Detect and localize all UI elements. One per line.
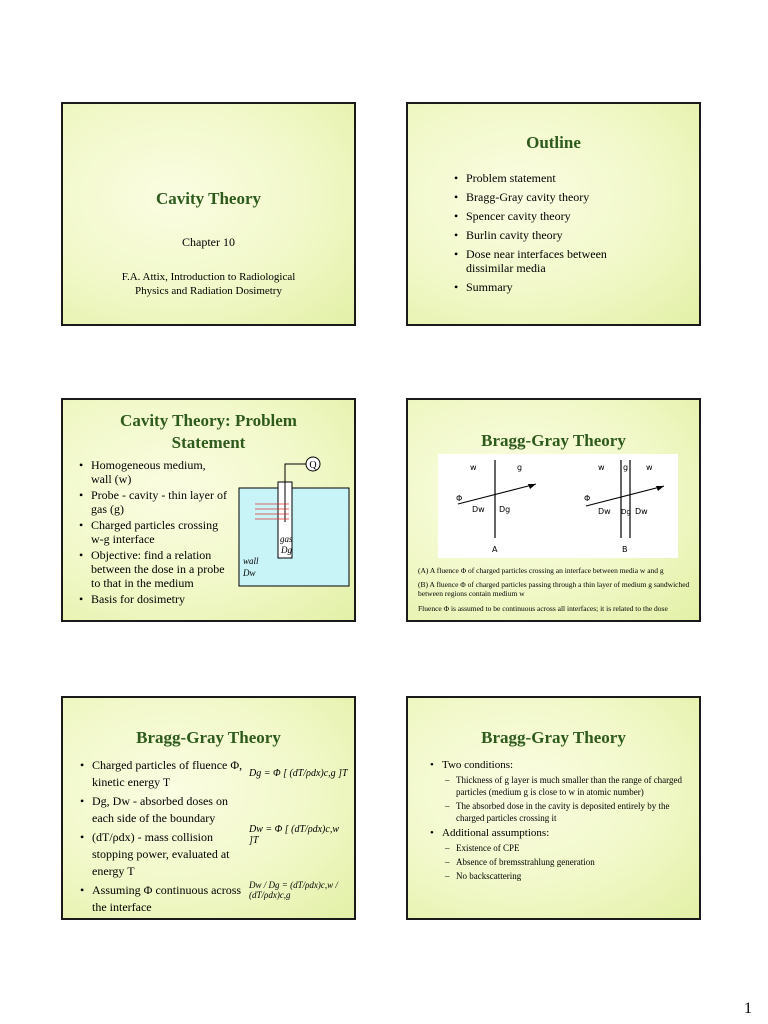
b-phi-label: Φ <box>584 494 591 503</box>
chapter-label: Chapter 10 <box>182 235 235 249</box>
dg-label: Dg <box>281 545 292 555</box>
a-g-label: g <box>517 463 523 472</box>
conditions-heading: Two conditions: <box>442 759 514 771</box>
gas-label: gas <box>280 534 293 544</box>
list-item: • Dose near interfaces between dissimilar media <box>454 247 644 275</box>
formula-dw: Dw = Φ [ (dT/ρdx)c,w ]T <box>249 824 339 846</box>
b-dg-label: Dg <box>621 508 631 516</box>
conditions-list <box>430 759 685 885</box>
slide-4 <box>406 398 701 622</box>
list-item: • Bragg-Gray cavity theory <box>454 190 644 204</box>
b-w1-label: w <box>598 463 605 472</box>
slide-title: Bragg-Gray Theory <box>136 728 281 747</box>
slide-title: Outline <box>526 133 581 152</box>
reference-line-2: Physics and Radiation Dosimetry <box>135 285 282 297</box>
conditions-sublist <box>442 774 685 824</box>
slide-3 <box>61 398 356 622</box>
list-item: • Problem statement <box>454 171 644 185</box>
b-w2-label: w <box>646 463 653 472</box>
list-item: • Objective: find a relation between the dose in a probe to that in the medium <box>79 548 229 590</box>
b-label: B <box>622 545 628 554</box>
reference-line-1: F.A. Attix, Introduction to Radiological <box>121 271 296 283</box>
sub-list-item: – No backscattering <box>442 870 685 882</box>
dw-label: Dw <box>243 568 256 578</box>
list-item-assumptions <box>430 827 685 882</box>
assumptions-sublist <box>442 842 685 882</box>
a-dg-label: Dg <box>499 505 511 514</box>
a-w-label: w <box>470 463 477 472</box>
list-item: • (dT/ρdx) - mass collision stopping power, evaluated at energy T <box>80 829 245 880</box>
a-dw-label: Dw <box>472 505 485 514</box>
list-item: • Summary <box>454 280 644 294</box>
b-dw2-label: Dw <box>635 507 648 516</box>
b-dw1-label: Dw <box>598 507 611 516</box>
probe-diagram <box>233 452 351 588</box>
list-item: • Dg, Dw - absorbed doses on each side of the boundary <box>80 793 245 827</box>
wall-label: wall <box>243 556 259 566</box>
interface-diagram <box>438 454 678 558</box>
slide-2 <box>406 102 701 326</box>
caption-b: (B) A fluence Φ of charged particles passing through a thin layer of medium g sandwiched between regions contain medium w <box>418 580 690 598</box>
sub-list-item: – The absorbed dose in the cavity is deposited entirely by the charged particles crossing it <box>442 800 685 824</box>
list-item: • Spencer cavity theory <box>454 209 644 223</box>
page-number: 1 <box>744 1000 752 1017</box>
list-item: • Homogeneous medium, wall (w) <box>79 458 229 486</box>
slide-title-line-1: Cavity Theory: Problem <box>120 411 297 430</box>
list-item: • Assuming Φ continuous across the interface <box>80 882 245 916</box>
sub-list-item: – Thickness of g layer is much smaller than the range of charged particles (medium g is close to w in atomic number) <box>442 774 685 798</box>
assumptions-heading: Additional assumptions: <box>442 827 550 839</box>
a-phi-label: Φ <box>456 494 463 503</box>
b-g-label: g <box>623 463 629 472</box>
sub-list-item: – Existence of CPE <box>442 842 685 854</box>
list-item: • Charged particles of fluence Φ, kinetic energy T <box>80 757 245 791</box>
slide-title-line-2: Statement <box>171 433 246 452</box>
a-label: A <box>492 545 498 554</box>
list-item: • Burlin cavity theory <box>454 228 644 242</box>
sub-list-item: – Absence of bremsstrahlung generation <box>442 856 685 868</box>
list-item-conditions <box>430 759 685 824</box>
caption-a: (A) A fluence Φ of charged particles crossing an interface between media w and g <box>418 566 664 575</box>
slide-title: Cavity Theory <box>156 189 261 208</box>
slide-1 <box>61 102 356 326</box>
outline-list <box>454 171 644 299</box>
caption-c: Fluence Φ is assumed to be continuous across all interfaces; it is related to the dose <box>418 604 668 613</box>
formula-ratio: Dw / Dg = (dT/ρdx)c,w / (dT/ρdx)c,g <box>249 880 338 900</box>
q-label: Q <box>309 460 317 471</box>
bragg-gray-list <box>80 757 245 918</box>
slide-5 <box>61 696 356 920</box>
list-item: • Probe - cavity - thin layer of gas (g) <box>79 488 229 516</box>
problem-list <box>79 458 229 608</box>
slide-title: Bragg-Gray Theory <box>481 728 626 747</box>
formula-dg: Dg = Φ [ (dT/ρdx)c,g ]T <box>249 768 348 779</box>
slide-6 <box>406 696 701 920</box>
list-item: • Charged particles crossing w-g interface <box>79 518 229 546</box>
slide-title: Bragg-Gray Theory <box>481 431 626 450</box>
list-item: • Basis for dosimetry <box>79 592 229 606</box>
